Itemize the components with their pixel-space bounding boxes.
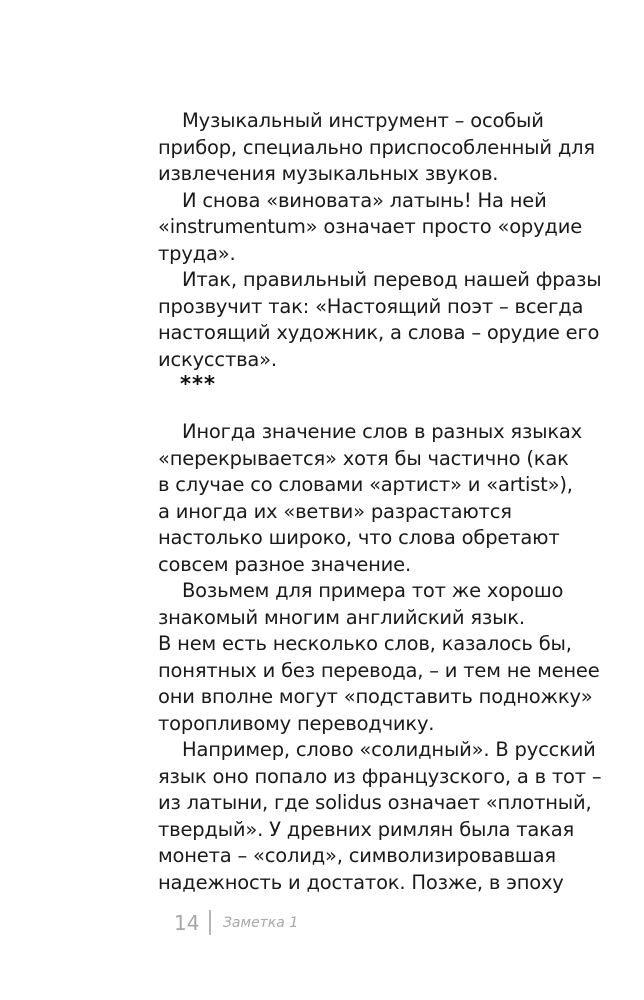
text-line: понятных и без перевода, – и тем не менее [158,658,600,682]
text-line: надежность и достаток. Позже, в эпоху [158,870,564,894]
page-footer [174,910,298,935]
paragraph [158,108,595,188]
text-line: В нем есть несколько слов, казалось бы, [158,632,572,655]
text-line: настоящий художник, а слова – орудие его [158,321,600,344]
running-section-title: Заметка 1 [222,914,299,931]
text-line: Музыкальный инструмент – особый [182,109,544,132]
text-block-upper [158,108,602,373]
text-line: язык оно попало из французского, а в тот – [158,764,602,788]
text-line: искусства». [158,347,277,371]
text-line: совсем разное значение. [158,552,411,576]
text-line: знакомый многим английский язык. [158,605,525,629]
text-line: они вполне могут «подставить подножку» [158,685,593,708]
paragraph [158,578,600,737]
text-line: прибор, специально приспособленный для [158,135,595,159]
text-line: «instrumentum» означает просто «орудие [158,215,582,238]
text-line: настолько широко, что слова обретают [158,526,560,549]
text-line: прозвучит так: «Настоящий поэт – всегда [158,294,584,318]
section-separator: *** [180,372,216,396]
text-line: Например, слово «солидный». В русский [182,738,596,761]
text-line: Итак, правильный перевод нашей фразы [182,268,602,291]
text-line: торопливому переводчику. [158,711,435,735]
page-number: 14 [174,910,200,935]
text-line: Иногда значение слов в разных языках [182,420,582,443]
text-block-lower [158,419,602,896]
paragraph [158,737,602,896]
paragraph [158,419,582,578]
text-line: Возьмем для примера тот же хорошо [182,579,564,602]
text-line: из латыни, где solidus означает «плотный, [158,791,592,814]
footer-divider [209,910,211,935]
text-line: И снова «виновата» латынь! На ней [182,188,547,212]
text-line: извлечения музыкальных звуков. [158,162,499,185]
text-line: в случае со словами «артист» и «artist»), [158,473,573,496]
text-line: монета – «солид», символизировавшая [158,844,556,867]
text-line: труда». [158,241,236,265]
text-line: а иногда их «ветви» разрастаются [158,499,512,523]
paragraph [158,267,602,373]
text-line: «перекрывается» хотя бы частично (как [158,446,569,470]
text-line: твердый». У древних римлян была такая [158,817,575,841]
paragraph [158,188,582,268]
